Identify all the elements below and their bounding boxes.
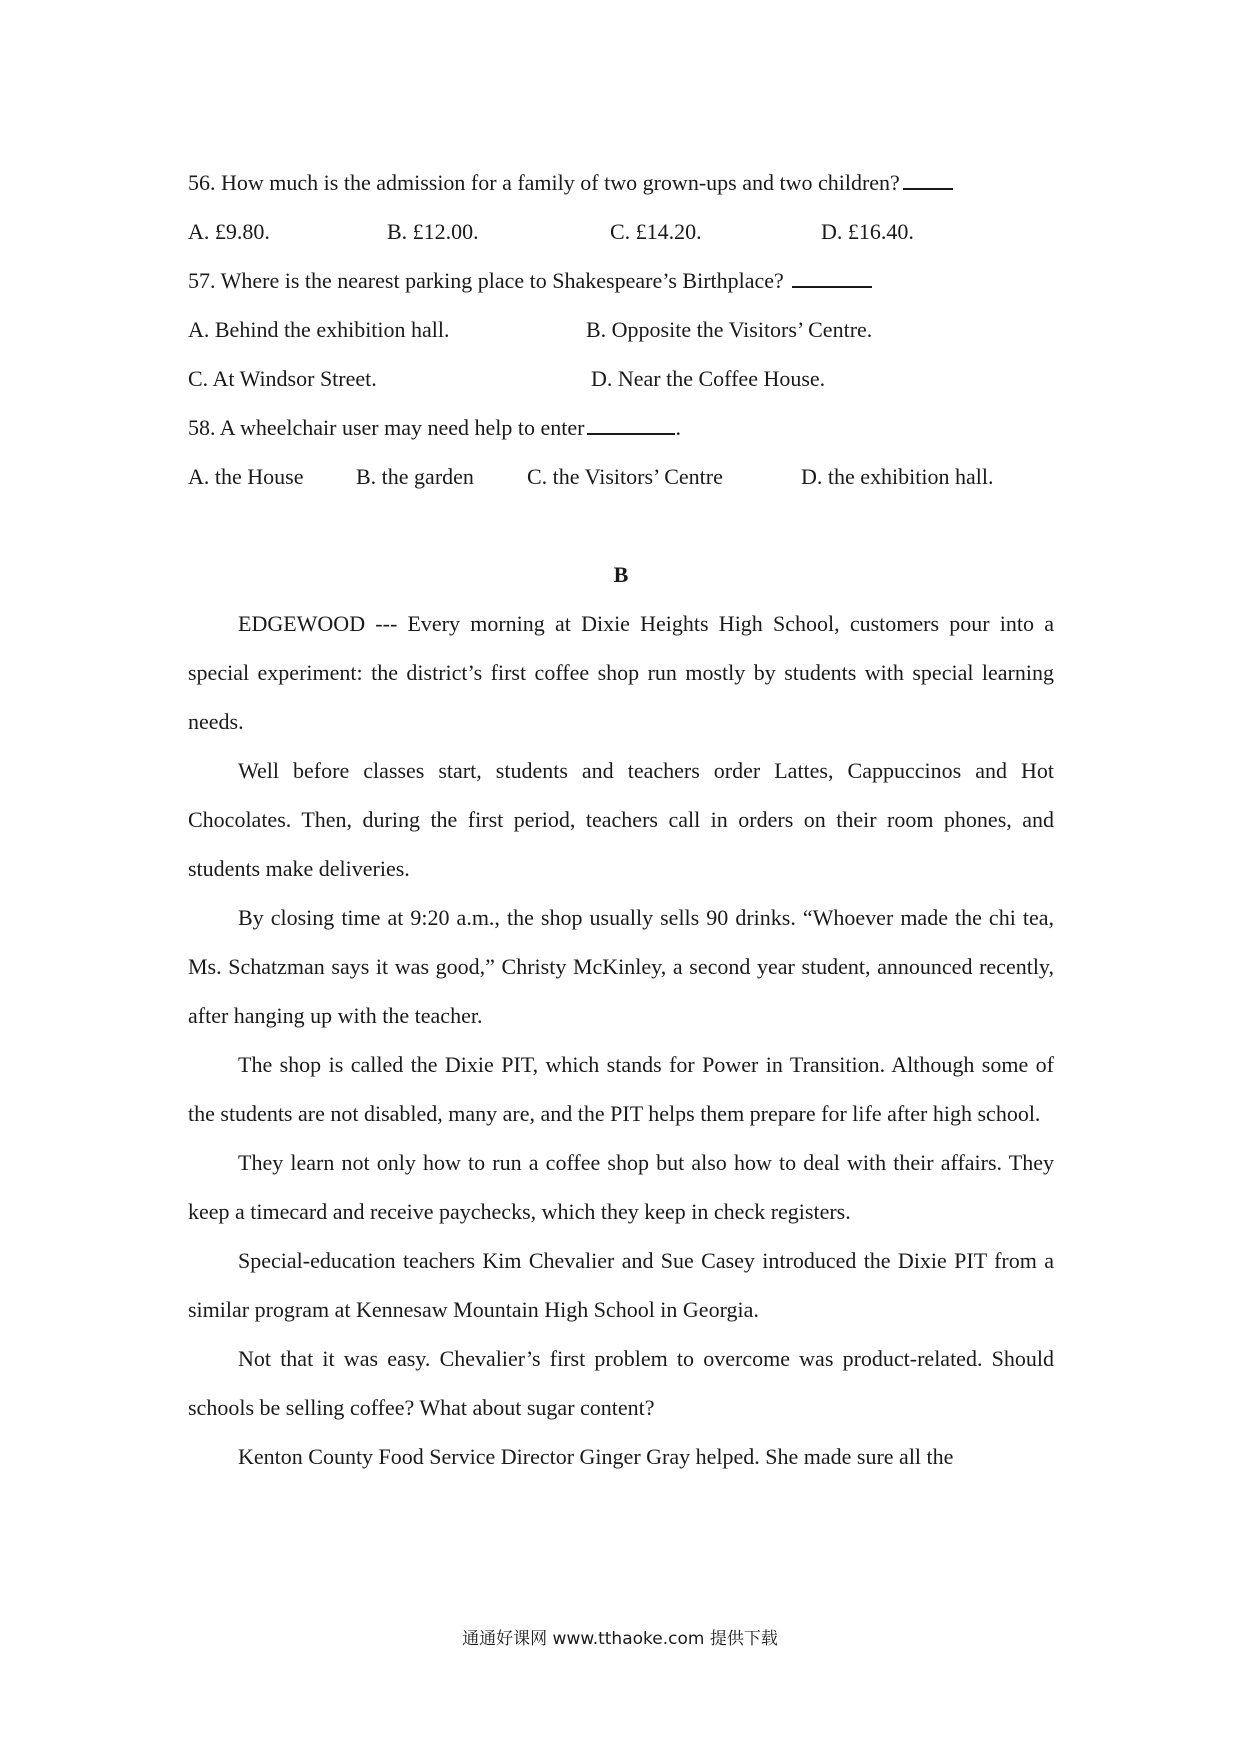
option-b: B. Opposite the Visitors’ Centre. [586, 317, 873, 342]
option-b: B. £12.00. [387, 219, 479, 244]
question-57-options-row-2 [188, 354, 1054, 403]
answer-blank [792, 266, 872, 288]
option-c: C. At Windsor Street. [188, 366, 377, 391]
option-a: A. £9.80. [188, 219, 270, 244]
answer-blank [587, 413, 675, 435]
paragraph: EDGEWOOD --- Every morning at Dixie Heights High School, customers pour into a special experiment: the district’s first coffee shop run mostly by students with special learning needs. [188, 611, 1054, 734]
option-d: D. the exhibition hall. [801, 464, 994, 489]
question-stem-text: 57. Where is the nearest parking place to Shakespeare’s Birthplace? [188, 268, 790, 293]
option-b: B. the garden [356, 464, 474, 489]
question-58-stem [188, 403, 1054, 452]
answer-blank [903, 168, 953, 190]
question-57-options-row-1 [188, 305, 1054, 354]
option-a: A. Behind the exhibition hall. [188, 317, 450, 342]
question-stem-end: . [675, 415, 681, 440]
question-56-options [188, 207, 1054, 256]
option-d: D. Near the Coffee House. [591, 366, 826, 391]
option-c: C. the Visitors’ Centre [527, 464, 723, 489]
paragraph: Special-education teachers Kim Chevalier and Sue Casey introduced the Dixie PIT from a similar program at Kennesaw Mountain High School in Georgia. [188, 1248, 1054, 1322]
option-d: D. £16.40. [821, 219, 914, 244]
paragraph: Well before classes start, students and teachers order Lattes, Cappuccinos and Hot Chocolates. Then, during the first period, teachers call in orders on their room phones, and students make deliveries. [188, 758, 1054, 881]
document-page [188, 158, 1054, 1481]
option-a: A. the House [188, 464, 304, 489]
paragraph: By closing time at 9:20 a.m., the shop usually sells 90 drinks. “Whoever made the chi tea, Ms. Schatzman says it was good,” Christy McKinley, a second year student, announced recently, after hanging up with the teacher. [188, 905, 1054, 1028]
section-title: B [613, 562, 629, 587]
paragraph: Kenton County Food Service Director Ginger Gray helped. She made sure all the [238, 1444, 954, 1469]
page-footer: 通通好课网 www.tthaoke.com 提供下载 [462, 1629, 778, 1649]
paragraph: The shop is called the Dixie PIT, which stands for Power in Transition. Although some of the students are not disabled, many are, and the PIT helps them prepare for life after high school. [188, 1052, 1054, 1126]
question-56-stem [188, 158, 1054, 207]
option-c: C. £14.20. [610, 219, 702, 244]
paragraph: Not that it was easy. Chevalier’s first problem to overcome was product-related. Should schools be selling coffee? What about sugar content? [188, 1346, 1054, 1420]
question-57-stem [188, 256, 1054, 305]
question-stem-text: 56. How much is the admission for a family of two grown-ups and two children? [188, 170, 900, 195]
paragraph: They learn not only how to run a coffee shop but also how to deal with their affairs. They keep a timecard and receive paychecks, which they keep in check registers. [188, 1150, 1054, 1224]
question-58-options [188, 452, 1054, 501]
question-stem-text: 58. A wheelchair user may need help to enter [188, 415, 585, 440]
